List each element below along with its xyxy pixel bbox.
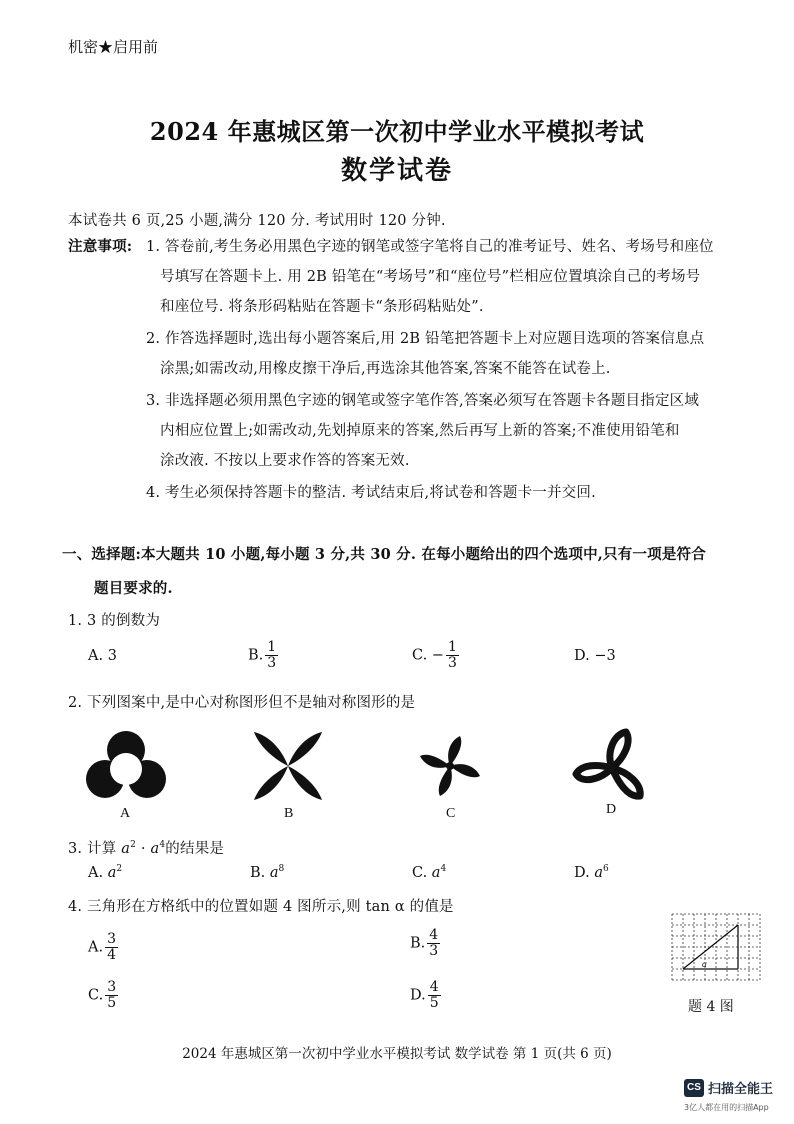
figure-d-three-loops <box>572 724 652 802</box>
figure-4-caption: 题 4 图 <box>688 999 734 1015</box>
confidential-label: 机密★启用前 <box>68 40 159 56</box>
q1-option-a: A. 3 <box>88 648 117 664</box>
exam-subject: 数学试卷 <box>340 156 453 186</box>
question-4-stem: 4. 三角形在方格纸中的位置如题 4 图所示,则 tan α 的值是 <box>68 899 454 915</box>
notice-item-4: 4. 考生必须保持答题卡的整洁. 考试结束后,将试卷和答题卡一并交回. <box>146 485 596 501</box>
question-1-stem: 1. 3 的倒数为 <box>68 613 161 629</box>
q4-option-d: D. $\frac{4}{5}$ <box>410 979 439 1011</box>
question-3-stem: 3. 计算 $a^2 \cdot a^4$的结果是 <box>68 840 225 857</box>
q1-option-b: B. $\frac{1}{3}$ <box>248 639 277 671</box>
section-1-heading: 一、选择题:本大题共 10 小题,每小题 3 分,共 30 分. 在每小题给出的四个选项中,只有一项是符合 <box>62 546 706 563</box>
question-2-stem: 2. 下列图案中,是中心对称图形但不是轴对称图形的是 <box>68 695 416 711</box>
scanner-watermark <box>684 1078 773 1097</box>
page-footer: 2024 年惠城区第一次初中学业水平模拟考试 数学试卷 第 1 页(共 6 页) <box>182 1046 612 1062</box>
notice-item-1-line-2: 号填写在答题卡上. 用 2B 铅笔在“考场号”和“座位号”栏相应位置填涂自己的考场号 <box>160 269 701 285</box>
alpha-label: α <box>702 959 707 969</box>
notice-label: 注意事项: <box>68 238 133 255</box>
notice-item-3-line-2: 内相应位置上;如需改动,先划掉原来的答案,然后再写上新的答案;不准使用铅笔和 <box>160 423 680 439</box>
scanner-tagline: 3亿人都在用的扫描App <box>684 1103 769 1112</box>
q1-option-d: D. −3 <box>574 648 616 664</box>
q1-option-c: C. − $\frac{1}{3}$ <box>412 639 457 671</box>
figure-b-four-petals <box>250 730 326 802</box>
figure-d-label: D <box>606 802 617 817</box>
notice-item-1-line-1: 1. 答卷前,考生务必用黑色字迹的钢笔或签字笔将自己的准考证号、姓名、考场号和座位 <box>146 239 714 255</box>
notice-item-1-line-3: 和座位号. 将条形码粘贴在答题卡“条形码粘贴处”. <box>160 299 484 315</box>
notice-item-2-line-2: 涂黑;如需改动,用橡皮擦干净后,再选涂其他答案,答案不能答在试卷上. <box>160 361 611 377</box>
q3-option-a: A. $a^2$ <box>88 864 123 881</box>
exam-title: 2024 年惠城区第一次初中学业水平模拟考试 <box>149 117 645 146</box>
q3-option-b: B. $a^8$ <box>250 864 285 881</box>
exam-intro: 本试卷共 6 页,25 小题,满分 120 分. 考试用时 120 分钟. <box>68 213 446 229</box>
q3-option-c: C. $a^4$ <box>412 864 447 881</box>
q4-option-b: B. $\frac{4}{3}$ <box>410 927 439 959</box>
figure-4-grid-triangle <box>668 910 764 982</box>
notice-item-2-line-1: 2. 作答选择题时,选出每小题答案后,用 2B 铅笔把答题卡上对应题目选项的答案信息点 <box>146 331 705 347</box>
q4-option-c: C. $\frac{3}{5}$ <box>88 979 117 1011</box>
q4-option-a: A. $\frac{3}{4}$ <box>88 931 117 963</box>
figure-a-label: A <box>120 806 131 821</box>
figure-c-pinwheel <box>410 730 490 802</box>
section-1-heading-cont: 题目要求的. <box>94 580 173 597</box>
notice-item-3-line-1: 3. 非选择题必须用黑色字迹的钢笔或签字笔作答,答案必须写在答题卡各题目指定区域 <box>146 393 700 409</box>
figure-c-label: C <box>446 806 456 821</box>
figure-b-label: B <box>284 806 294 821</box>
scanner-app-name: 扫描全能王 <box>708 1082 774 1097</box>
q3-option-d: D. $a^6$ <box>574 864 609 881</box>
scanner-logo-icon: CS <box>684 1079 704 1097</box>
notice-item-3-line-3: 涂改液. 不按以上要求作答的答案无效. <box>160 453 410 469</box>
figure-a-trefoil <box>84 730 168 802</box>
